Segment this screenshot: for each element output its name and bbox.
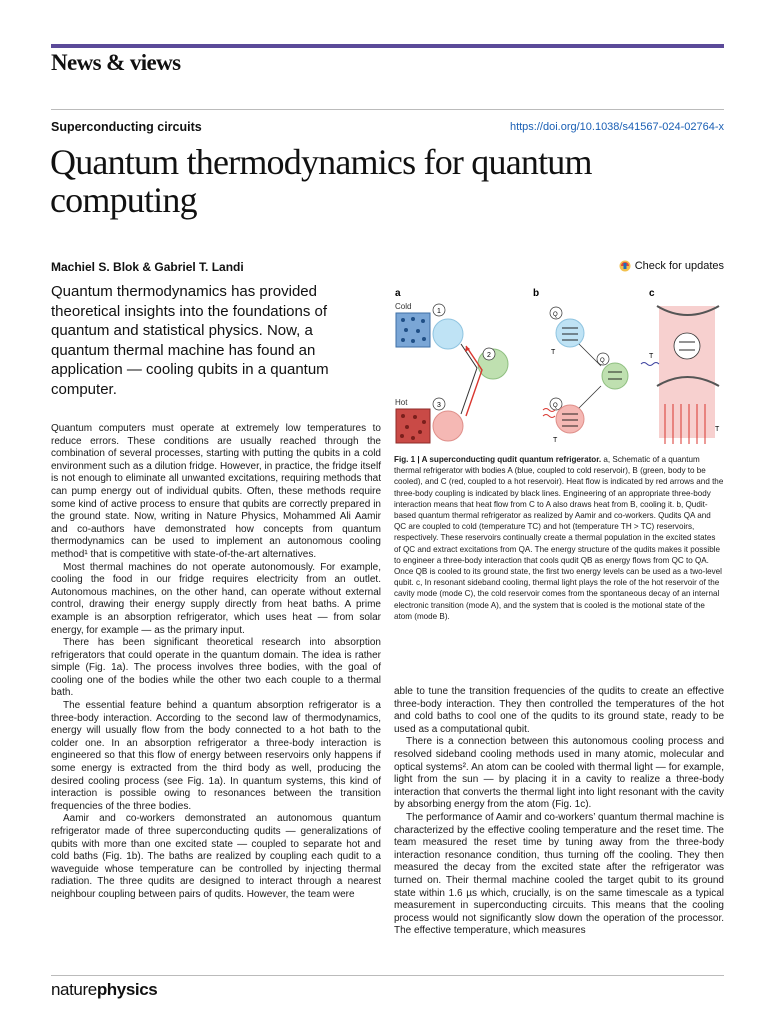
check-updates-icon: [619, 260, 631, 272]
figure-caption: [394, 454, 724, 622]
svg-text:Q: Q: [553, 403, 558, 409]
hot-label: Hot: [395, 398, 408, 407]
panel-c-label: c: [649, 288, 655, 299]
journal-name-a: nature: [51, 980, 97, 999]
doi-link[interactable]: https://doi.org/10.1038/s41567-024-02764-x: [509, 121, 724, 133]
svg-text:1: 1: [437, 308, 441, 315]
authors: Machiel S. Blok & Gabriel T. Landi: [51, 260, 244, 274]
figure-1: [393, 286, 727, 448]
svg-text:Q: Q: [600, 358, 605, 364]
svg-text:3: 3: [437, 402, 441, 409]
panel-b-label: b: [533, 288, 540, 299]
check-updates-label: Check for updates: [634, 260, 724, 272]
top-rule: [51, 44, 724, 48]
paragraph: The performance of Aamir and co-workers’ quantum thermal machine is characterized by the effective cooling temperature and the reset time. The team measured the reset time by tuning away from the three-body interaction resonance condition, thus turning off the cooling. They then measured the decay from the excited state after the refrigerator was turned on. Their thermal machine cooled the target qubit to its ground state within 1.6 µs which, crucially, is on the same timescale as a typical measurement in superconducting circuits. This means that the cooling process would not significantly slow down the operation of the processor. The effective temperature, which measures: [394, 811, 724, 937]
svg-text:T: T: [649, 353, 654, 360]
cavity-region: [659, 306, 715, 438]
cold-label: Cold: [395, 302, 412, 311]
svg-text:T: T: [715, 426, 720, 433]
caption-label: Fig. 1 | A superconducting qudit quantum refrigerator.: [394, 455, 602, 464]
caption-text: a, Schematic of a quantum thermal refrigerator with bodies A (blue, coupled to cold reservoir), B (green, body to be cooled), and C (red, coupled to a hot reservoir). Heat flow is indicated by red arrows and the three-body coupling is indicated by black lines. Engineering of an appropriate three-body interaction means that heat flow from C to A also draws heat from B, cooling it. b, Qudit-based quantum thermal refrigerator as realized by Aamir and co-workers. Qudits QA and QC are coupled to cold (temperature TC) and hot (temperature TH > TC) reservoirs, respectively. These reservoirs continually create a thermal population in the excited states of QC and extract excitations from QA. The energy structure of the qudits makes it possible to engineer a three-body interaction that cools qudit QB as energy flows from QC to QA. Once QB is cooled to its ground state, the first two energy levels can be used as a two-level qubit. c, In resonant sideband cooling, thermal light plays the role of the hot reservoir of the cavity mode (mode C), the cold reservoir comes from the spontaneous decay of an internal electronic transition (mode A), and the system that is cooled is the motional state of the atom (mode B).: [394, 455, 724, 621]
paragraph: Most thermal machines do not operate autonomously. For example, cooling the food in our fridge requires electricity from an outlet. Autonomous machines, on the other hand, can operate without external control, drawing their energy supply directly from heat baths. A prime example is an absorption refrigerator, which uses heat — from solar energy, for example — as the primary input.: [51, 561, 381, 636]
paragraph: Quantum computers must operate at extremely low temperatures to reduce errors. These conditions are usually reached through the combination of several processes, starting with putting the qubits in a cold environment such as a dilution fridge. However, in practice, the fridge itself is not enough to eliminate all unwanted excitations, requiring methods that can pump energy out of individual qubits. Often, these methods require some kind of active process to ensure that qubits are correctly prepared in the ground state. Now, writing in Nature Physics, Mohammed Ali Aamir and co-authors have demonstrated how concepts from quantum thermodynamics can be used to implement an autonomous cooling method¹ that is competitive with state-of-the-art alternatives.: [51, 423, 381, 560]
paragraph: There is a connection between this autonomous cooling process and resolved sideband cooling methods used in many atomic, molecular and optical systems². An atom can be cooled with thermal light — for example, light from the sun — by placing it in a cavity to realize a three-body interaction that converts the thermal light into light resonant with the cavity by absorbing energy from the atom (Fig. 1c).: [394, 736, 724, 811]
journal-name-b: physics: [96, 980, 158, 999]
footer-divider: [51, 975, 724, 976]
qudit-a-circle: [556, 319, 584, 347]
qudit-b-circle: [602, 363, 628, 389]
standfirst: Quantum thermodynamics has provided theoretical insights into the foundations of quantum and statistical physics. Now, a quantum thermal machine has found an application — cooling qubits in a quantum computer.: [51, 283, 329, 398]
paragraph: There has been significant theoretical research into absorption refrigerators that could operate in the quantum domain. The idea is rather simple (Fig. 1a). The process involves three bodies, with the goal of cooling one of the bodies while the other two each couple to a thermal bath.: [51, 637, 381, 699]
body-c-circle: [433, 411, 463, 441]
paragraph: The essential feature behind a quantum absorption refrigerator is a three-body interaction. According to the second law of thermodynamics, energy will usually flow from the body connected to a hot bath to the colder one. In an absorption refrigerator a three-body interaction is engineered so that this flow of energy between reservoirs only happens if some energy is extracted from the third body as well, producing the desired cooling process (see Fig. 1a). In quantum systems, this kind of interaction is possible owing to resonances between the transition frequencies of the three bodies.: [51, 700, 381, 812]
body-a-circle: [433, 319, 463, 349]
article-title: Quantum thermodynamics for quantum computing: [50, 142, 592, 220]
check-updates-button[interactable]: [619, 260, 724, 272]
header-divider: [51, 109, 724, 110]
body-column-1: [51, 423, 381, 902]
svg-text:T: T: [551, 349, 556, 356]
svg-text:2: 2: [487, 352, 491, 359]
atom-circle: [674, 333, 700, 359]
svg-text:T: T: [553, 437, 558, 444]
body-column-2: [394, 686, 724, 938]
section-heading: News & views: [51, 50, 181, 75]
paragraph: Aamir and co-workers demonstrated an autonomous quantum refrigerator made of three superconducting qudits — generalizations of qubits with more than one excited state — coupled to separate hot and cold baths (Fig. 1b). The baths are realized by coupling each qudit to a waveguide whose temperature can be controlled by injecting thermal radiation. The three qudits are designed to interact through a nearest neighbour coupling between pairs of qudits. However, the team were: [51, 813, 381, 900]
journal-logo: [51, 980, 157, 1000]
paragraph: able to tune the transition frequencies of the qudits to create an effective three-body interaction. They then controlled the temperatures of the hot and cold baths to cool one of the qudits to its ground state, ready to be used as a computational qubit.: [394, 686, 724, 735]
svg-text:Q: Q: [553, 312, 558, 318]
panel-a-label: a: [395, 288, 401, 299]
qudit-c-circle: [556, 405, 584, 433]
subject-kicker: Superconducting circuits: [51, 120, 202, 134]
coupling-lines: [461, 344, 477, 414]
